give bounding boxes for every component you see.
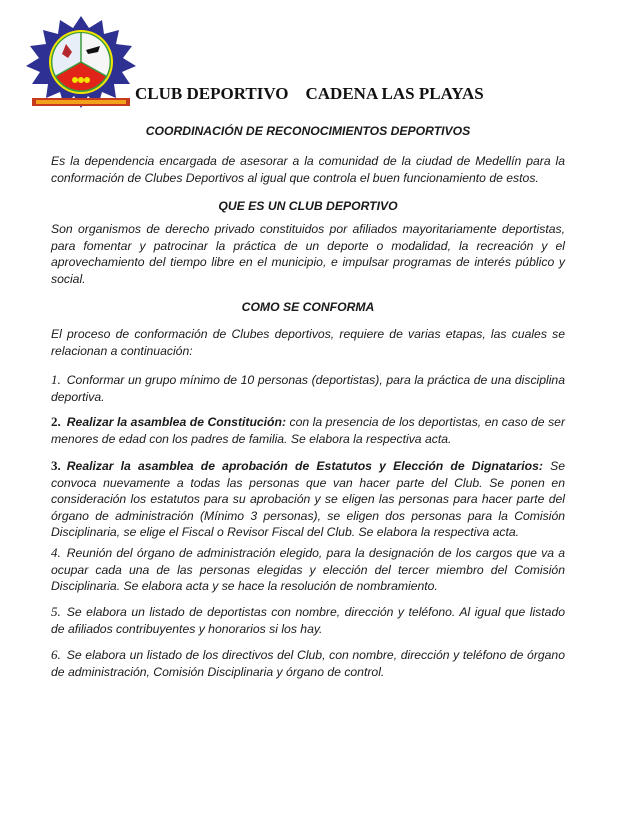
step-number: 2.	[51, 414, 61, 429]
step-item	[51, 458, 565, 541]
section-paragraph-como-se-conforma: El proceso de conformación de Clubes deportivos, requiere de varias etapas, las cuales se relacionan a continuación:	[51, 327, 565, 358]
step-text: Se convoca nuevamente a todas las personas que van hacer parte del Club. Se ponen en consideración los estatutos para su aprobación y se eligen las personas para hacer parte del órgano de administración (Mínimo 3 personas), se eligen dos personas para la Comisión Disciplinaria, se elige el Fiscal o Revisor Fiscal del Club. Se elabora la respectiva acta.	[51, 459, 565, 540]
intro-paragraph: Es la dependencia encargada de asesorar a la comunidad de la ciudad de Medellín para la conformación de Clubes Deportivos al igual que controla el buen funcionamiento de estos.	[51, 154, 565, 185]
step-item	[51, 604, 565, 637]
section-heading-como-se-conforma: COMO SE CONFORMA	[241, 300, 375, 314]
section-paragraph-que-es: Son organismos de derecho privado constituidos por afiliados mayoritariamente deportistas, para fomentar y patrocinar la práctica de un deporte o modalidad, la recreación y el aprovechamiento del tiempo libre en el municipio, e impulsar programas de interés público y social.	[51, 222, 565, 286]
step-number: 4.	[51, 545, 61, 560]
club-title: CLUB DEPORTIVO CADENA LAS PLAYAS	[135, 84, 484, 103]
step-text: Se elabora un listado de los directivos del Club, con nombre, dirección y teléfono de órgano de administración, Comisión Disciplinaria y órgano de control.	[51, 648, 565, 679]
step-text: Se elabora un listado de deportistas con nombre, dirección y teléfono. Al igual que listado de afiliados contribuyentes y honorarios si los hay.	[51, 605, 565, 636]
step-number: 1.	[51, 372, 61, 387]
step-lead: Realizar la asamblea de Constitución:	[66, 415, 287, 429]
step-item	[51, 545, 565, 595]
step-item	[51, 372, 565, 405]
page-subtitle: COORDINACIÓN DE RECONOCIMIENTOS DEPORTIVOS	[145, 124, 471, 138]
step-item	[51, 647, 565, 680]
step-item	[51, 414, 565, 447]
step-lead: Realizar la asamblea de aprobación de Estatutos y Elección de Dignatarios:	[66, 459, 543, 473]
step-text: Reunión del órgano de administración elegido, para la designación de los cargos que va a ocupar cada una de las personas elegidas y elección del tercer miembro del Comisión Disciplinaria. Se elabora acta y se hace la resolución de nombramiento.	[51, 546, 565, 594]
step-number: 3.	[51, 458, 61, 473]
section-heading-que-es: QUE ES UN CLUB DEPORTIVO	[218, 199, 398, 213]
step-number: 6.	[51, 647, 61, 662]
club-crest-icon	[22, 14, 140, 110]
step-text: con la presencia de los deportistas, en caso de ser menores de edad con los padres de familia. Se elabora la respectiva acta.	[51, 415, 566, 446]
step-text: Conformar un grupo mínimo de 10 personas (deportistas), para la práctica de una disciplina deportiva.	[51, 373, 565, 404]
step-number: 5.	[51, 604, 61, 619]
